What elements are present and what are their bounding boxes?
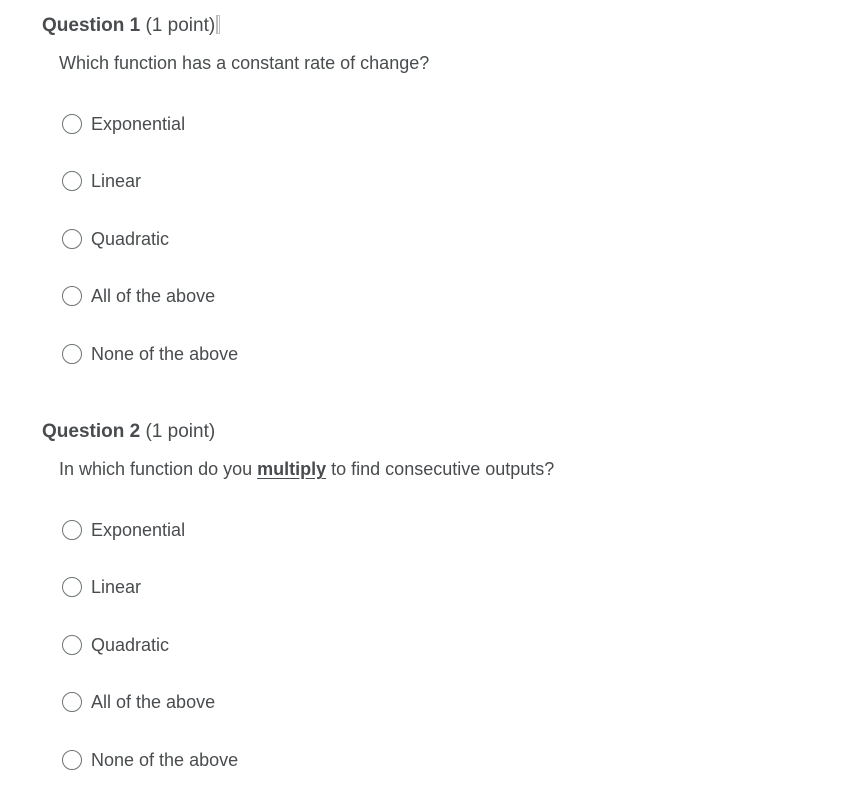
prompt-text: Which function has a constant rate of change? xyxy=(59,53,430,73)
q1-option-none-of-the-above[interactable] xyxy=(62,342,238,366)
prompt-text: to find consecutive outputs? xyxy=(326,459,555,479)
q2-option-none-of-the-above[interactable] xyxy=(62,748,238,772)
radio-button[interactable] xyxy=(62,520,82,540)
q1-option-exponential[interactable] xyxy=(62,112,185,136)
question-points: (1 point) xyxy=(145,15,216,36)
option-label: None of the above xyxy=(91,750,239,770)
radio-button[interactable] xyxy=(62,171,82,191)
option-label: Linear xyxy=(91,577,142,597)
q2-option-all-of-the-above[interactable] xyxy=(62,690,215,714)
option-label: Exponential xyxy=(91,114,186,134)
radio-button[interactable] xyxy=(62,577,82,597)
radio-button[interactable] xyxy=(62,114,82,134)
question-points: (1 point) xyxy=(145,421,216,442)
question-2-prompt xyxy=(59,457,554,481)
option-label: None of the above xyxy=(91,344,239,364)
option-label: All of the above xyxy=(91,692,216,712)
radio-button[interactable] xyxy=(62,635,82,655)
option-label: Quadratic xyxy=(91,229,170,249)
q2-option-linear[interactable] xyxy=(62,575,141,599)
q1-option-all-of-the-above[interactable] xyxy=(62,284,215,308)
q1-option-quadratic[interactable] xyxy=(62,227,169,251)
question-title: Question 2 xyxy=(42,421,141,442)
question-2-header xyxy=(42,420,215,444)
q2-option-exponential[interactable] xyxy=(62,518,185,542)
option-label: Exponential xyxy=(91,520,186,540)
question-1-prompt xyxy=(59,51,429,75)
radio-button[interactable] xyxy=(62,750,82,770)
option-label: All of the above xyxy=(91,286,216,306)
option-label: Quadratic xyxy=(91,635,170,655)
question-title: Question 1 xyxy=(42,15,141,36)
radio-button[interactable] xyxy=(62,286,82,306)
question-1-header xyxy=(42,14,220,38)
prompt-emphasis: multiply xyxy=(257,459,327,479)
radio-button[interactable] xyxy=(62,229,82,249)
text-cursor-icon xyxy=(216,15,220,34)
q1-option-linear[interactable] xyxy=(62,169,141,193)
radio-button[interactable] xyxy=(62,344,82,364)
q2-option-quadratic[interactable] xyxy=(62,633,169,657)
radio-button[interactable] xyxy=(62,692,82,712)
prompt-text: In which function do you xyxy=(59,459,258,479)
option-label: Linear xyxy=(91,171,142,191)
